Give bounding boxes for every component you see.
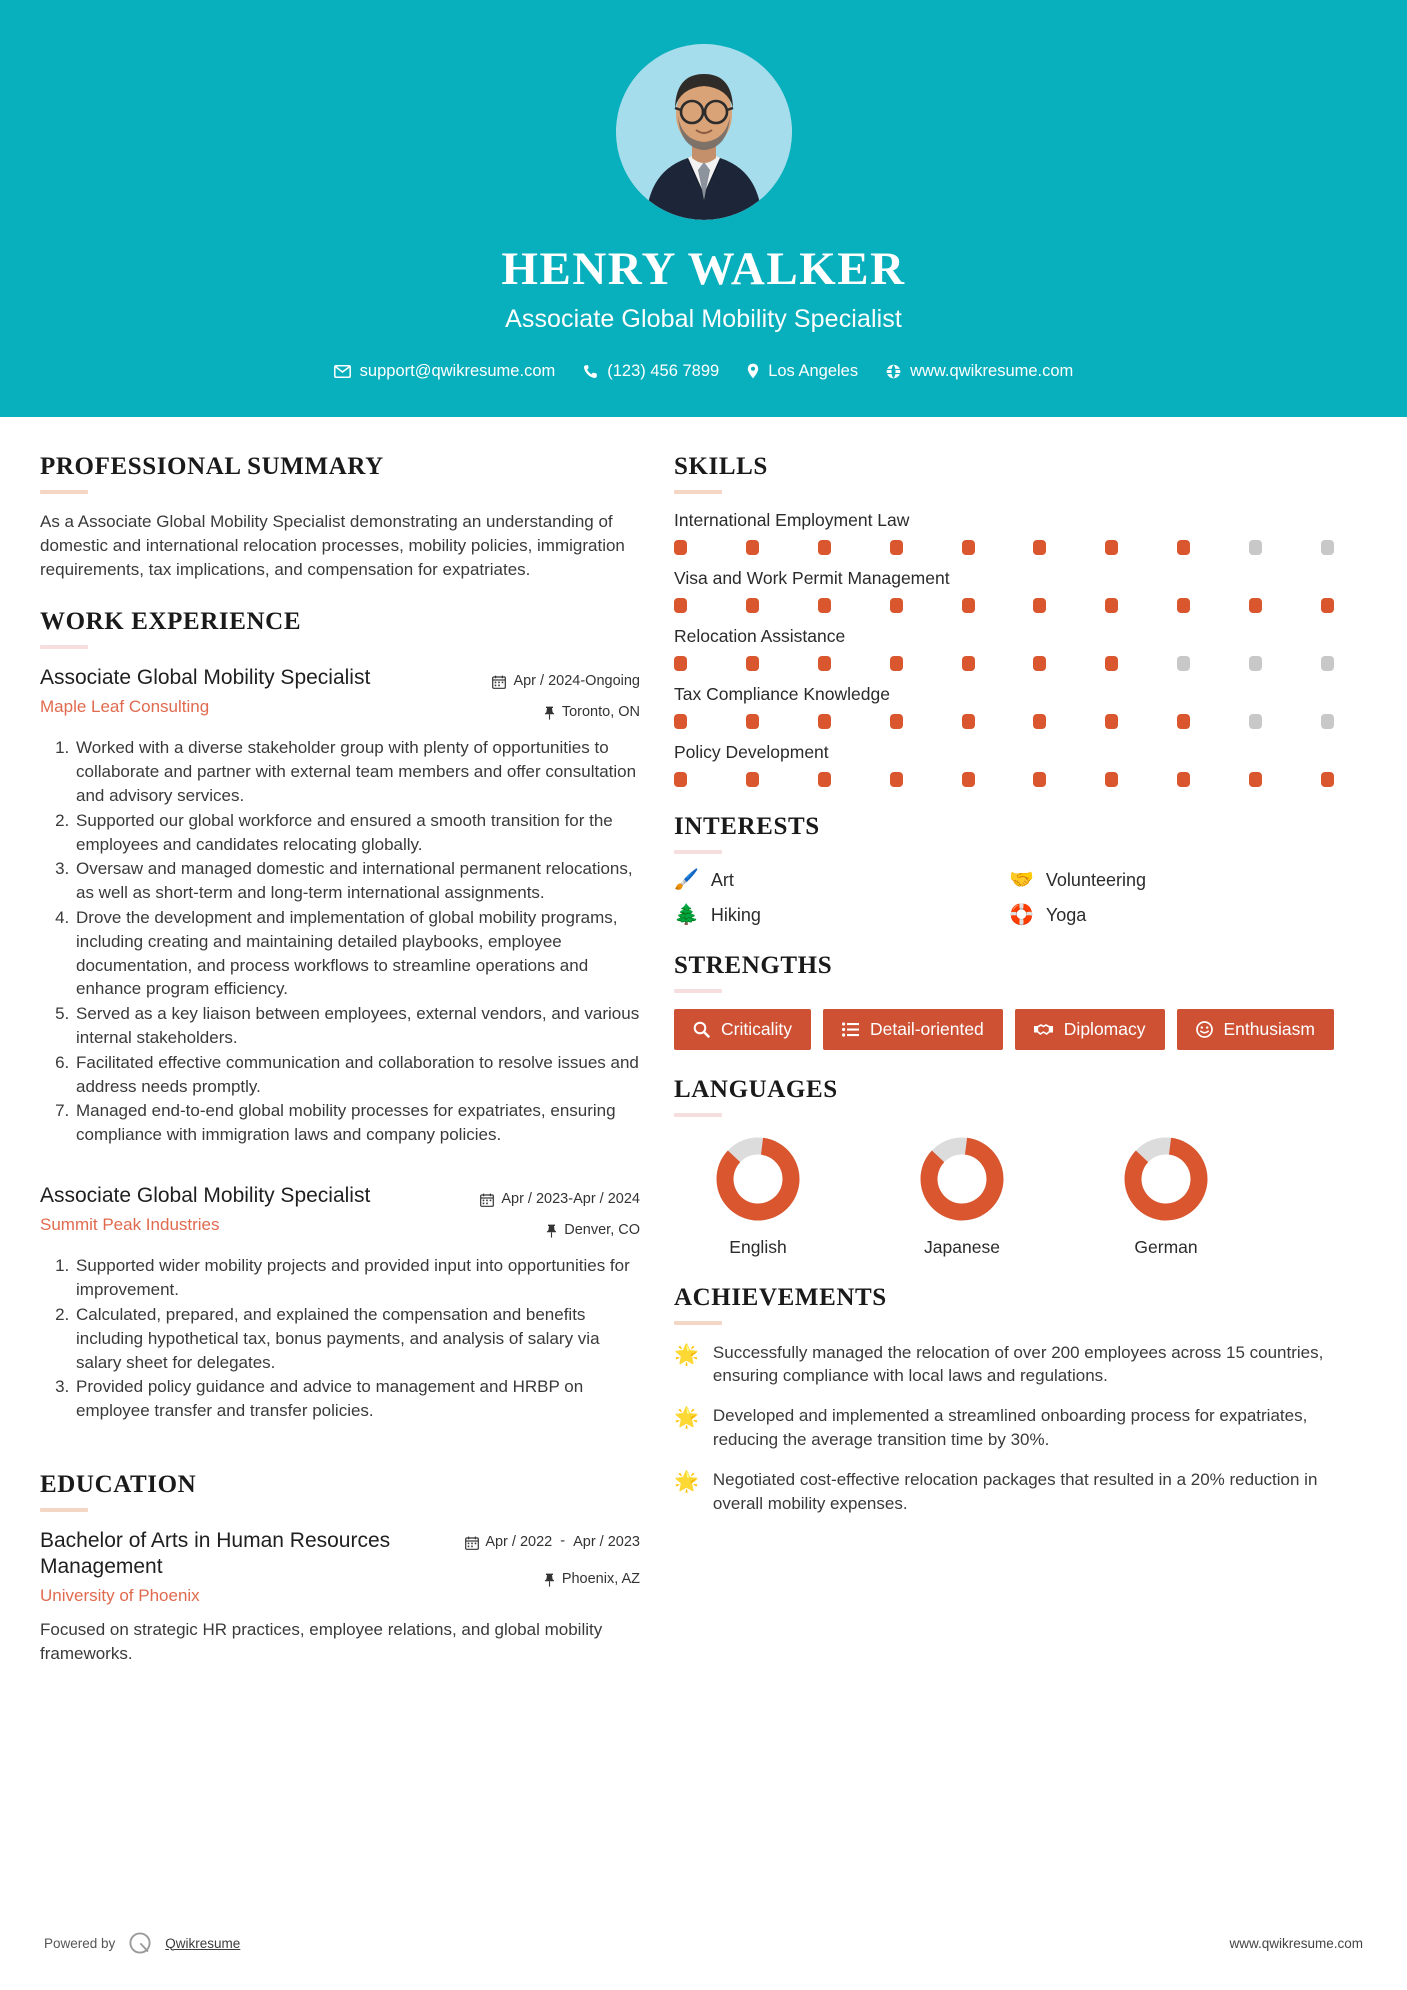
handshake-icon: [1034, 1022, 1053, 1037]
education-school: University of Phoenix: [40, 1586, 200, 1606]
language-label: Japanese: [924, 1236, 1000, 1257]
education-date-separator: -: [560, 1532, 566, 1549]
skill-row: [674, 510, 1334, 555]
avatar-photo: [616, 44, 792, 220]
shooting-star-icon: 🌟: [674, 1407, 699, 1430]
skill-dot: [674, 540, 687, 555]
section-rule: [674, 850, 722, 854]
skill-dot: [1177, 772, 1190, 787]
skill-rating: [674, 540, 1334, 555]
skill-name: International Employment Law: [674, 509, 910, 530]
skill-dot: [818, 540, 831, 555]
skill-dot: [1177, 714, 1190, 729]
education-date-end: Apr / 2023: [573, 1533, 640, 1550]
footer-powered-by-label: Powered by: [44, 1935, 116, 1951]
professional-summary-text: As a Associate Global Mobility Specialist demonstrating an understanding of domestic and international relocation processes, mobility policies, immigration requirements, tax implications, and compensation for expatriates.: [40, 511, 625, 579]
language-donut-chart: [878, 1133, 1046, 1225]
work-location-line: [480, 1219, 640, 1242]
footer-brand-link[interactable]: Qwikresume: [165, 1935, 241, 1951]
section-title-work-experience: WORK EXPERIENCE: [40, 608, 302, 636]
skill-dot: [962, 656, 975, 671]
education-description: Focused on strategic HR practices, employee relations, and global mobility frameworks.: [40, 1620, 603, 1664]
section-rule: [40, 645, 88, 649]
work-entry-left: [40, 1183, 480, 1235]
section-title-professional-summary: PROFESSIONAL SUMMARY: [40, 452, 384, 480]
strength-label: Enthusiasm: [1223, 1018, 1315, 1039]
interest-item: [1009, 870, 1334, 891]
skill-dot: [962, 714, 975, 729]
skill-name: Relocation Assistance: [674, 625, 846, 646]
strength-chip-enthusiasm: [1177, 1009, 1334, 1050]
skill-dot: [674, 714, 687, 729]
qwikresume-logo-icon: [127, 1930, 153, 1956]
envelope-icon: [334, 365, 351, 378]
work-bullet: 2. Calculated, prepared, and explained the compensation and benefits including hypothetical tax, bonus payments, and analysis of salary via salary sheet for delegates.: [74, 1303, 640, 1374]
skill-dot: [818, 656, 831, 671]
language-label: German: [1134, 1236, 1198, 1257]
skill-dot: [746, 714, 759, 729]
skill-dot: [674, 656, 687, 671]
section-title-education: EDUCATION: [40, 1470, 197, 1498]
resume-header: [0, 0, 1407, 417]
shooting-star-icon: 🌟: [674, 1470, 699, 1493]
skill-row: [674, 626, 1334, 671]
skill-dot: [890, 598, 903, 613]
achievement-text: Negotiated cost-effective relocation packages that resulted in a 20% reduction in overall mobility expenses.: [712, 1469, 1318, 1513]
language-list: [674, 1133, 1334, 1258]
skill-dot: [1177, 656, 1190, 671]
interest-label: Hiking: [710, 904, 761, 925]
work-role: Associate Global Mobility Specialist: [40, 1183, 371, 1207]
strength-label: Criticality: [721, 1018, 792, 1039]
language-item: [674, 1133, 842, 1258]
contact-location-text: Los Angeles: [768, 361, 859, 380]
skill-dot: [1033, 598, 1046, 613]
skill-dot: [1177, 598, 1190, 613]
contact-phone[interactable]: [569, 362, 733, 381]
pushpin-icon: [544, 706, 555, 720]
skill-dot: [1105, 714, 1118, 729]
evergreen-tree-icon: 🌲: [674, 904, 699, 927]
skill-name: Tax Compliance Knowledge: [674, 683, 890, 704]
section-skills: [674, 453, 1334, 787]
work-entry-meta: [492, 665, 640, 724]
section-rule: [40, 1508, 88, 1512]
section-rule: [674, 1113, 722, 1117]
work-entry-header: [40, 1183, 640, 1242]
skill-dot: [1249, 714, 1262, 729]
skill-name: Policy Development: [674, 741, 829, 762]
language-label: English: [729, 1236, 787, 1257]
globe-icon: [886, 364, 901, 379]
skill-dot: [1033, 656, 1046, 671]
skill-dot: [1321, 656, 1334, 671]
work-bullet: 6. Facilitated effective communication and collaboration to resolve issues and address needs promptly.: [74, 1051, 640, 1099]
work-bullet-list: [40, 736, 640, 1147]
skill-row: [674, 684, 1334, 729]
work-location: Denver, CO: [564, 1222, 640, 1239]
footer: [0, 1930, 1407, 1956]
footer-website: www.qwikresume.com: [1229, 1935, 1363, 1951]
strength-chip-criticality: [674, 1009, 811, 1050]
skill-dot: [1249, 656, 1262, 671]
work-entry: [40, 1183, 640, 1423]
section-title-languages: LANGUAGES: [674, 1075, 838, 1103]
contact-location[interactable]: [733, 362, 872, 381]
pushpin-icon: [544, 1573, 555, 1587]
section-title-strengths: STRENGTHS: [674, 951, 833, 979]
section-title-achievements: ACHIEVEMENTS: [674, 1283, 887, 1311]
contact-website-text: www.qwikresume.com: [910, 361, 1074, 380]
entry-spacer: [40, 1153, 640, 1183]
work-entry: [40, 665, 640, 1147]
interest-label: Art: [710, 869, 734, 890]
achievement-text: Developed and implemented a streamlined onboarding process for expatriates, reducing the average transition time by 30%.: [712, 1406, 1308, 1450]
section-title-skills: SKILLS: [674, 452, 768, 480]
skill-dot: [1249, 540, 1262, 555]
skill-rating: [674, 772, 1334, 787]
skill-row: [674, 742, 1334, 787]
education-degree: Bachelor of Arts in Human Resources Management: [40, 1528, 391, 1579]
resume-body: [0, 417, 1407, 1692]
interest-item: [674, 905, 999, 926]
work-company: Maple Leaf Consulting: [40, 697, 210, 717]
skill-dot: [1321, 714, 1334, 729]
contact-email-text: support@qwikresume.com: [359, 361, 556, 380]
pushpin-icon: [546, 1224, 557, 1238]
skill-dot: [746, 656, 759, 671]
interest-label: Volunteering: [1045, 869, 1146, 890]
section-achievements: [674, 1284, 1334, 1516]
skill-rating: [674, 656, 1334, 671]
handshake-icon: 🤝: [1009, 869, 1034, 892]
skill-dot: [1177, 540, 1190, 555]
skill-row: [674, 568, 1334, 613]
work-dates: Apr / 2024-Ongoing: [513, 673, 640, 690]
work-bullet: 3. Provided policy guidance and advice to management and HRBP on employee transfer and transfer policies.: [74, 1375, 640, 1423]
list-icon: [842, 1022, 859, 1037]
interest-grid: [674, 870, 1334, 926]
calendar-icon: [492, 675, 506, 689]
skill-dot: [890, 540, 903, 555]
skill-dot: [1033, 772, 1046, 787]
contact-row: [0, 362, 1407, 381]
contact-phone-text: (123) 456 7899: [607, 361, 720, 380]
skill-dot: [1249, 598, 1262, 613]
skill-rating: [674, 714, 1334, 729]
skill-dot: [1105, 598, 1118, 613]
work-bullet: 3. Oversaw and managed domestic and international permanent relocations, as well as short-term and long-term international assignments.: [74, 857, 640, 905]
skill-dot: [674, 598, 687, 613]
education-date-start: Apr / 2022: [485, 1533, 553, 1550]
calendar-icon: [480, 1193, 494, 1207]
skill-dot: [1033, 714, 1046, 729]
section-rule: [674, 490, 722, 494]
section-rule: [674, 989, 722, 993]
work-company: Summit Peak Industries: [40, 1215, 220, 1235]
strength-list: [674, 1009, 1334, 1050]
work-bullet: 2. Supported our global workforce and ensured a smooth transition for the employees and candidates relocating globally.: [74, 809, 640, 857]
section-languages: [674, 1076, 1334, 1258]
work-bullet: 1. Worked with a diverse stakeholder group with plenty of opportunities to collaborate and partner with external team members and offer consultation and advisory services.: [74, 736, 640, 807]
language-donut-chart: [1082, 1133, 1250, 1225]
skill-dot: [1249, 772, 1262, 787]
work-dates-line: [480, 1188, 640, 1211]
skill-dot: [1105, 772, 1118, 787]
education-entry-header: [40, 1528, 640, 1607]
footer-powered-by: [44, 1930, 240, 1956]
map-pin-icon: [747, 363, 759, 379]
achievement-item: [674, 1404, 1334, 1452]
work-entry-meta: [480, 1183, 640, 1242]
work-bullet: 1. Supported wider mobility projects and provided input into opportunities for improvement.: [74, 1254, 640, 1302]
skill-dot: [1105, 656, 1118, 671]
section-professional-summary: [40, 453, 640, 582]
skill-dot: [746, 598, 759, 613]
calendar-icon: [465, 1533, 479, 1554]
right-column: [674, 453, 1334, 1542]
skill-dot: [674, 772, 687, 787]
avatar: [616, 44, 792, 220]
work-location: Toronto, ON: [561, 704, 640, 721]
skill-dot: [1105, 540, 1118, 555]
skill-dot: [818, 598, 831, 613]
language-item: [1082, 1133, 1250, 1258]
skill-dot: [1321, 598, 1334, 613]
section-education: [40, 1471, 640, 1666]
achievement-item: [674, 1341, 1334, 1389]
work-dates-line: [492, 670, 640, 693]
section-rule: [674, 1321, 722, 1325]
education-entry-meta: [465, 1528, 640, 1591]
work-bullet-list: [40, 1254, 640, 1423]
skill-dot: [1033, 540, 1046, 555]
language-donut-chart: [674, 1133, 842, 1225]
contact-website[interactable]: [872, 362, 1087, 381]
skill-dot: [818, 714, 831, 729]
skill-dot: [962, 598, 975, 613]
work-location-line: [492, 701, 640, 724]
education-entry: [40, 1528, 640, 1666]
section-strengths: [674, 952, 1334, 1050]
skill-dot: [890, 656, 903, 671]
candidate-job-title: Associate Global Mobility Specialist: [505, 304, 902, 333]
section-interests: [674, 813, 1334, 926]
interest-label: Yoga: [1045, 904, 1087, 925]
education-location: Phoenix, AZ: [561, 1570, 640, 1587]
section-work-experience: [40, 608, 640, 1423]
phone-icon: [583, 364, 598, 379]
skill-dot: [890, 714, 903, 729]
work-dates: Apr / 2023-Apr / 2024: [501, 1190, 640, 1207]
skill-dot: [1321, 540, 1334, 555]
skill-dot: [746, 540, 759, 555]
skill-dot: [1321, 772, 1334, 787]
spacer: [40, 1449, 640, 1471]
candidate-name: HENRY WALKER: [501, 243, 906, 295]
skill-dot: [746, 772, 759, 787]
education-dates-line: [465, 1533, 640, 1554]
work-entry-left: [40, 665, 492, 717]
shooting-star-icon: 🌟: [674, 1343, 699, 1366]
skill-dot: [890, 772, 903, 787]
strength-label: Diplomacy: [1063, 1018, 1146, 1039]
life-buoy-icon: 🛟: [1009, 904, 1034, 927]
section-title-interests: INTERESTS: [674, 812, 820, 840]
work-role: Associate Global Mobility Specialist: [40, 666, 371, 690]
strength-chip-detail-oriented: [823, 1009, 1003, 1050]
left-column: [40, 453, 640, 1692]
section-rule: [40, 490, 88, 494]
work-bullet: 7. Managed end-to-end global mobility processes for expatriates, ensuring compliance with immigration laws and company policies.: [74, 1099, 640, 1147]
interest-item: [1009, 905, 1334, 926]
contact-email[interactable]: [320, 362, 570, 381]
strength-chip-diplomacy: [1015, 1009, 1165, 1050]
achievement-text: Successfully managed the relocation of over 200 employees across 15 countries, ensuring compliance with local laws and regulations.: [712, 1342, 1324, 1386]
paintbrush-icon: 🖌️: [674, 869, 699, 892]
work-bullet: 4. Drove the development and implementation of global mobility programs, including creating and maintaining detailed playbooks, employee documentation, and process workflows to streamline operations and enhance program efficiency.: [74, 906, 640, 1001]
achievement-item: [674, 1468, 1334, 1516]
skill-dot: [962, 540, 975, 555]
education-location-line: [465, 1568, 640, 1591]
magnifier-icon: [693, 1021, 710, 1038]
skill-name: Visa and Work Permit Management: [674, 567, 950, 588]
strength-label: Detail-oriented: [869, 1018, 984, 1039]
language-item: [878, 1133, 1046, 1258]
work-entry-header: [40, 665, 640, 724]
education-entry-left: [40, 1528, 465, 1607]
smiley-icon: [1196, 1021, 1213, 1038]
interest-item: [674, 870, 999, 891]
skill-dot: [818, 772, 831, 787]
skill-dot: [962, 772, 975, 787]
skill-rating: [674, 598, 1334, 613]
work-bullet: 5. Served as a key liaison between employees, external vendors, and various internal stakeholders.: [74, 1002, 640, 1050]
